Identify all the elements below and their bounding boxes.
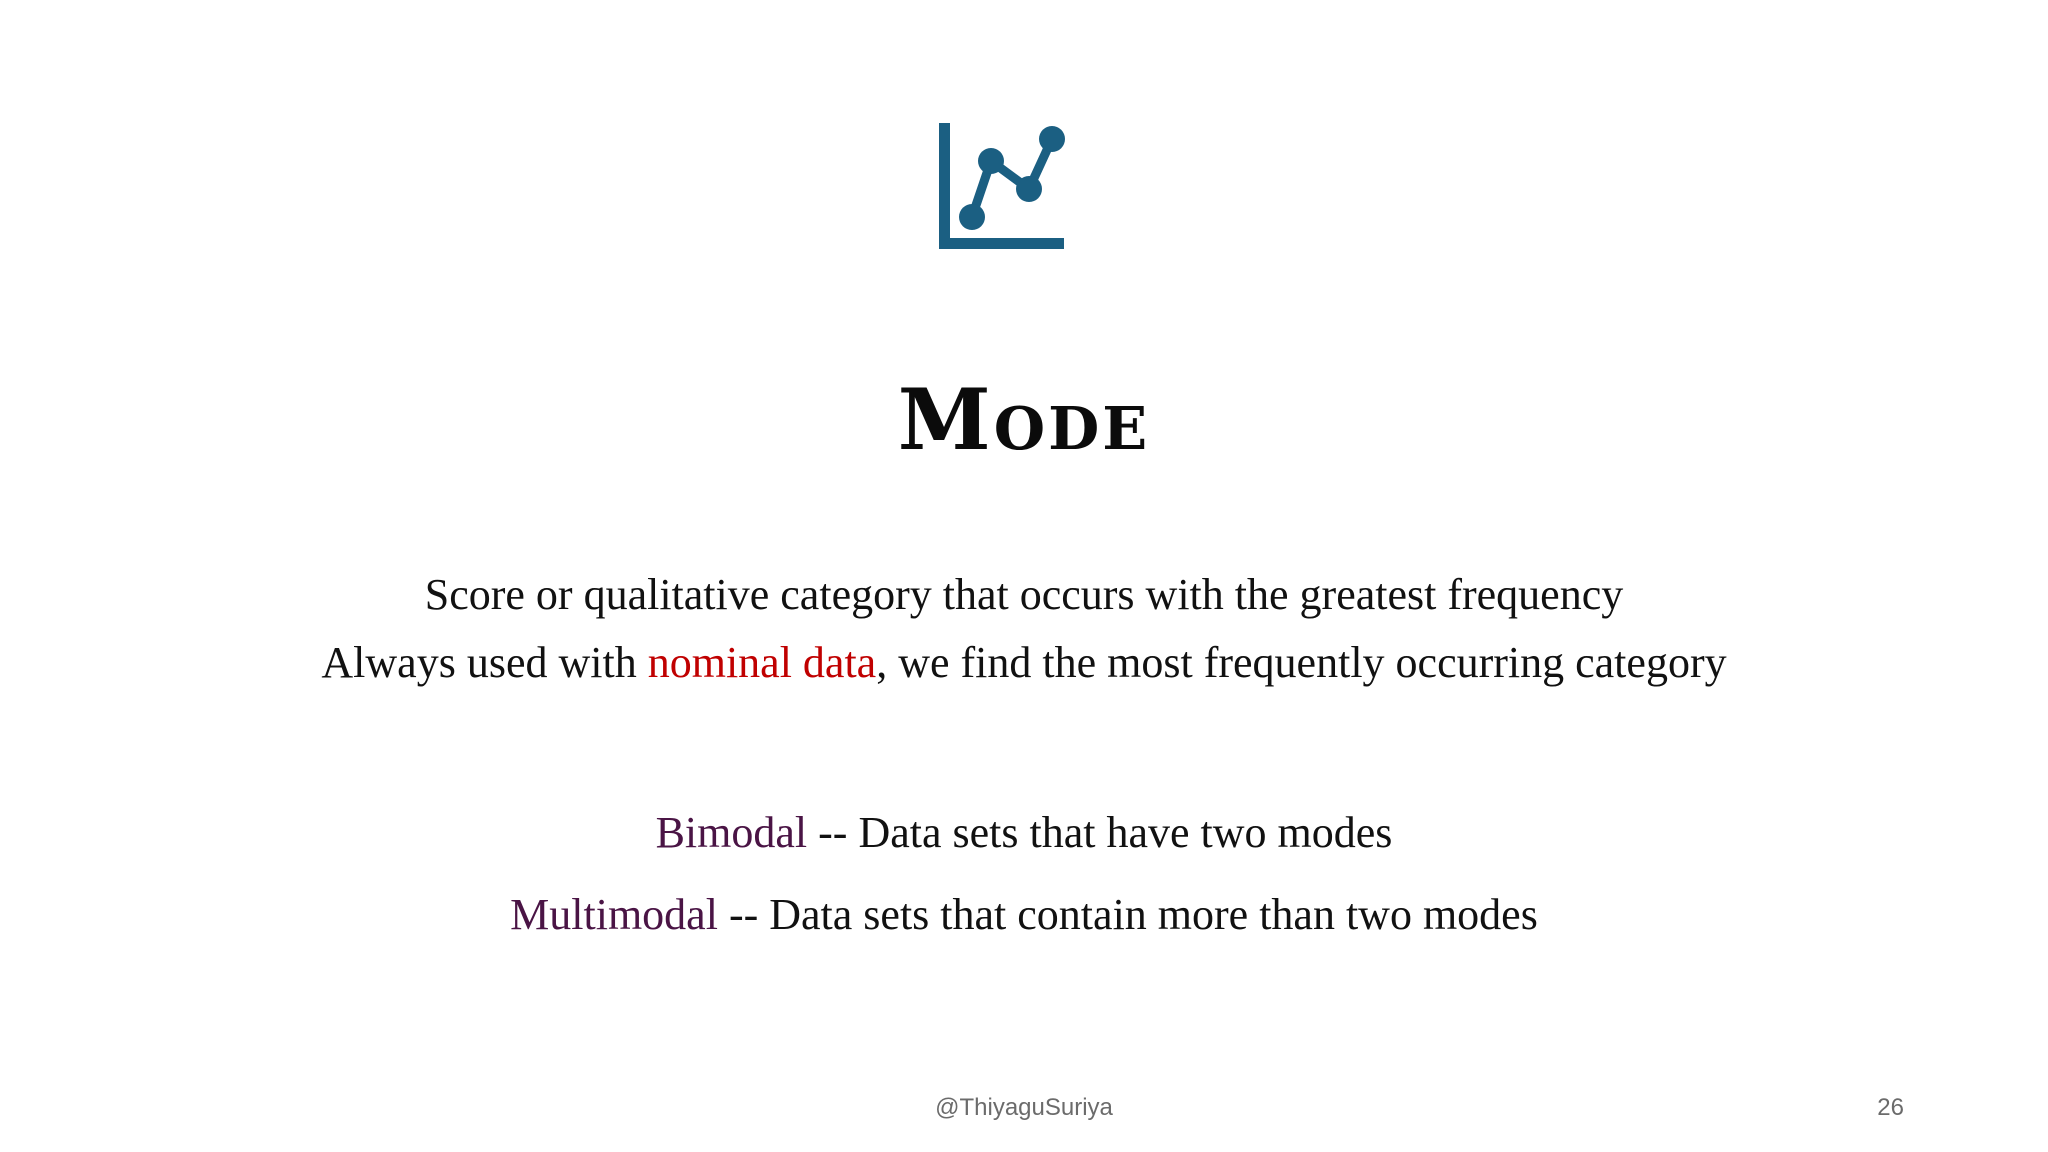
- bimodal-definition: -- Data sets that have two modes: [807, 808, 1393, 857]
- bimodal-line: [0, 806, 2048, 860]
- bimodal-term: Bimodal: [655, 808, 808, 857]
- multimodal-line: [0, 888, 2048, 942]
- nominal-line-prefix: Always used with: [321, 638, 648, 687]
- slide-title: Mode: [897, 370, 1151, 469]
- page-number: 26: [1877, 1094, 1904, 1121]
- multimodal-definition: -- Data sets that contain more than two modes: [717, 890, 1538, 939]
- line-chart-icon: [939, 123, 1079, 255]
- nominal-data-line: [0, 636, 2048, 690]
- nominal-line-suffix: , we find the most frequently occurring category: [876, 638, 1727, 687]
- footer-handle: @ThiyaguSuriya: [935, 1094, 1113, 1121]
- definition-text: Score or qualitative category that occurs with the greatest frequency: [424, 570, 1624, 619]
- nominal-data-highlight: nominal data: [647, 638, 877, 687]
- multimodal-term: Multimodal: [510, 890, 718, 939]
